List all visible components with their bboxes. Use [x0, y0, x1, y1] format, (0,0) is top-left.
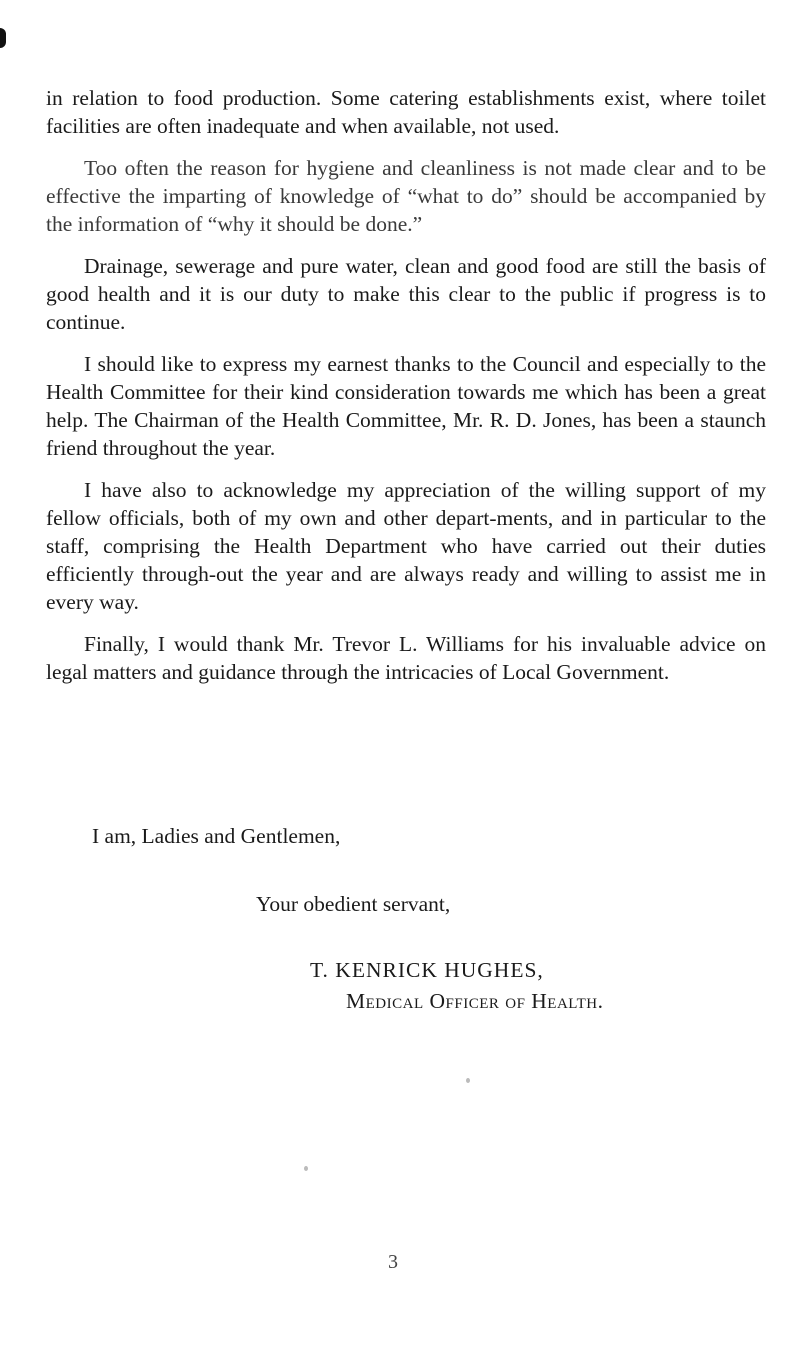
paragraph-thanks-council: I should like to express my earnest thanks to the Council and especially to the Health Committee for their kind consideration towards me which has been a great help. The Chairman of the Health Committee, Mr. R. D. Jones, has been a staunch friend throughout the year.	[46, 352, 766, 460]
scan-speck	[466, 1078, 470, 1083]
paragraph-acknowledge-staff: I have also to acknowledge my appreciation of the willing support of my fellow officials, both of my own and other depart-ments, and in particular to the staff, comprising the Health Department who have carried out their duties efficiently through-out the year and are always ready and willing to assist me in every way.	[46, 478, 766, 614]
page-number: 3	[388, 1251, 398, 1273]
paragraph-hygiene: Too often the reason for hygiene and cleanliness is not made clear and to be effective the imparting of knowledge of “what to do” should be accompanied by the information of “why it should be done.”	[46, 156, 766, 236]
scan-speck	[304, 1166, 308, 1171]
signatory-name: T. KENRICK HUGHES,	[310, 958, 544, 982]
closing-salutation: I am, Ladies and Gentlemen,	[92, 824, 341, 848]
paragraph-continuation: in relation to food production. Some catering establishments exist, where toilet facilities are often inadequate and when available, not used.	[46, 86, 766, 138]
signatory-title: Medical Officer of Health.	[346, 989, 604, 1013]
paragraph-thanks-williams: Finally, I would thank Mr. Trevor L. Williams for his invaluable advice on legal matters and guidance through the intricacies of Local Government.	[46, 632, 766, 684]
document-body	[46, 84, 766, 686]
scan-edge-mark	[0, 28, 6, 48]
paragraph-drainage: Drainage, sewerage and pure water, clean and good food are still the basis of good health and it is our duty to make this clear to the public if progress is to continue.	[46, 254, 766, 334]
closing-valediction: Your obedient servant,	[256, 892, 451, 916]
